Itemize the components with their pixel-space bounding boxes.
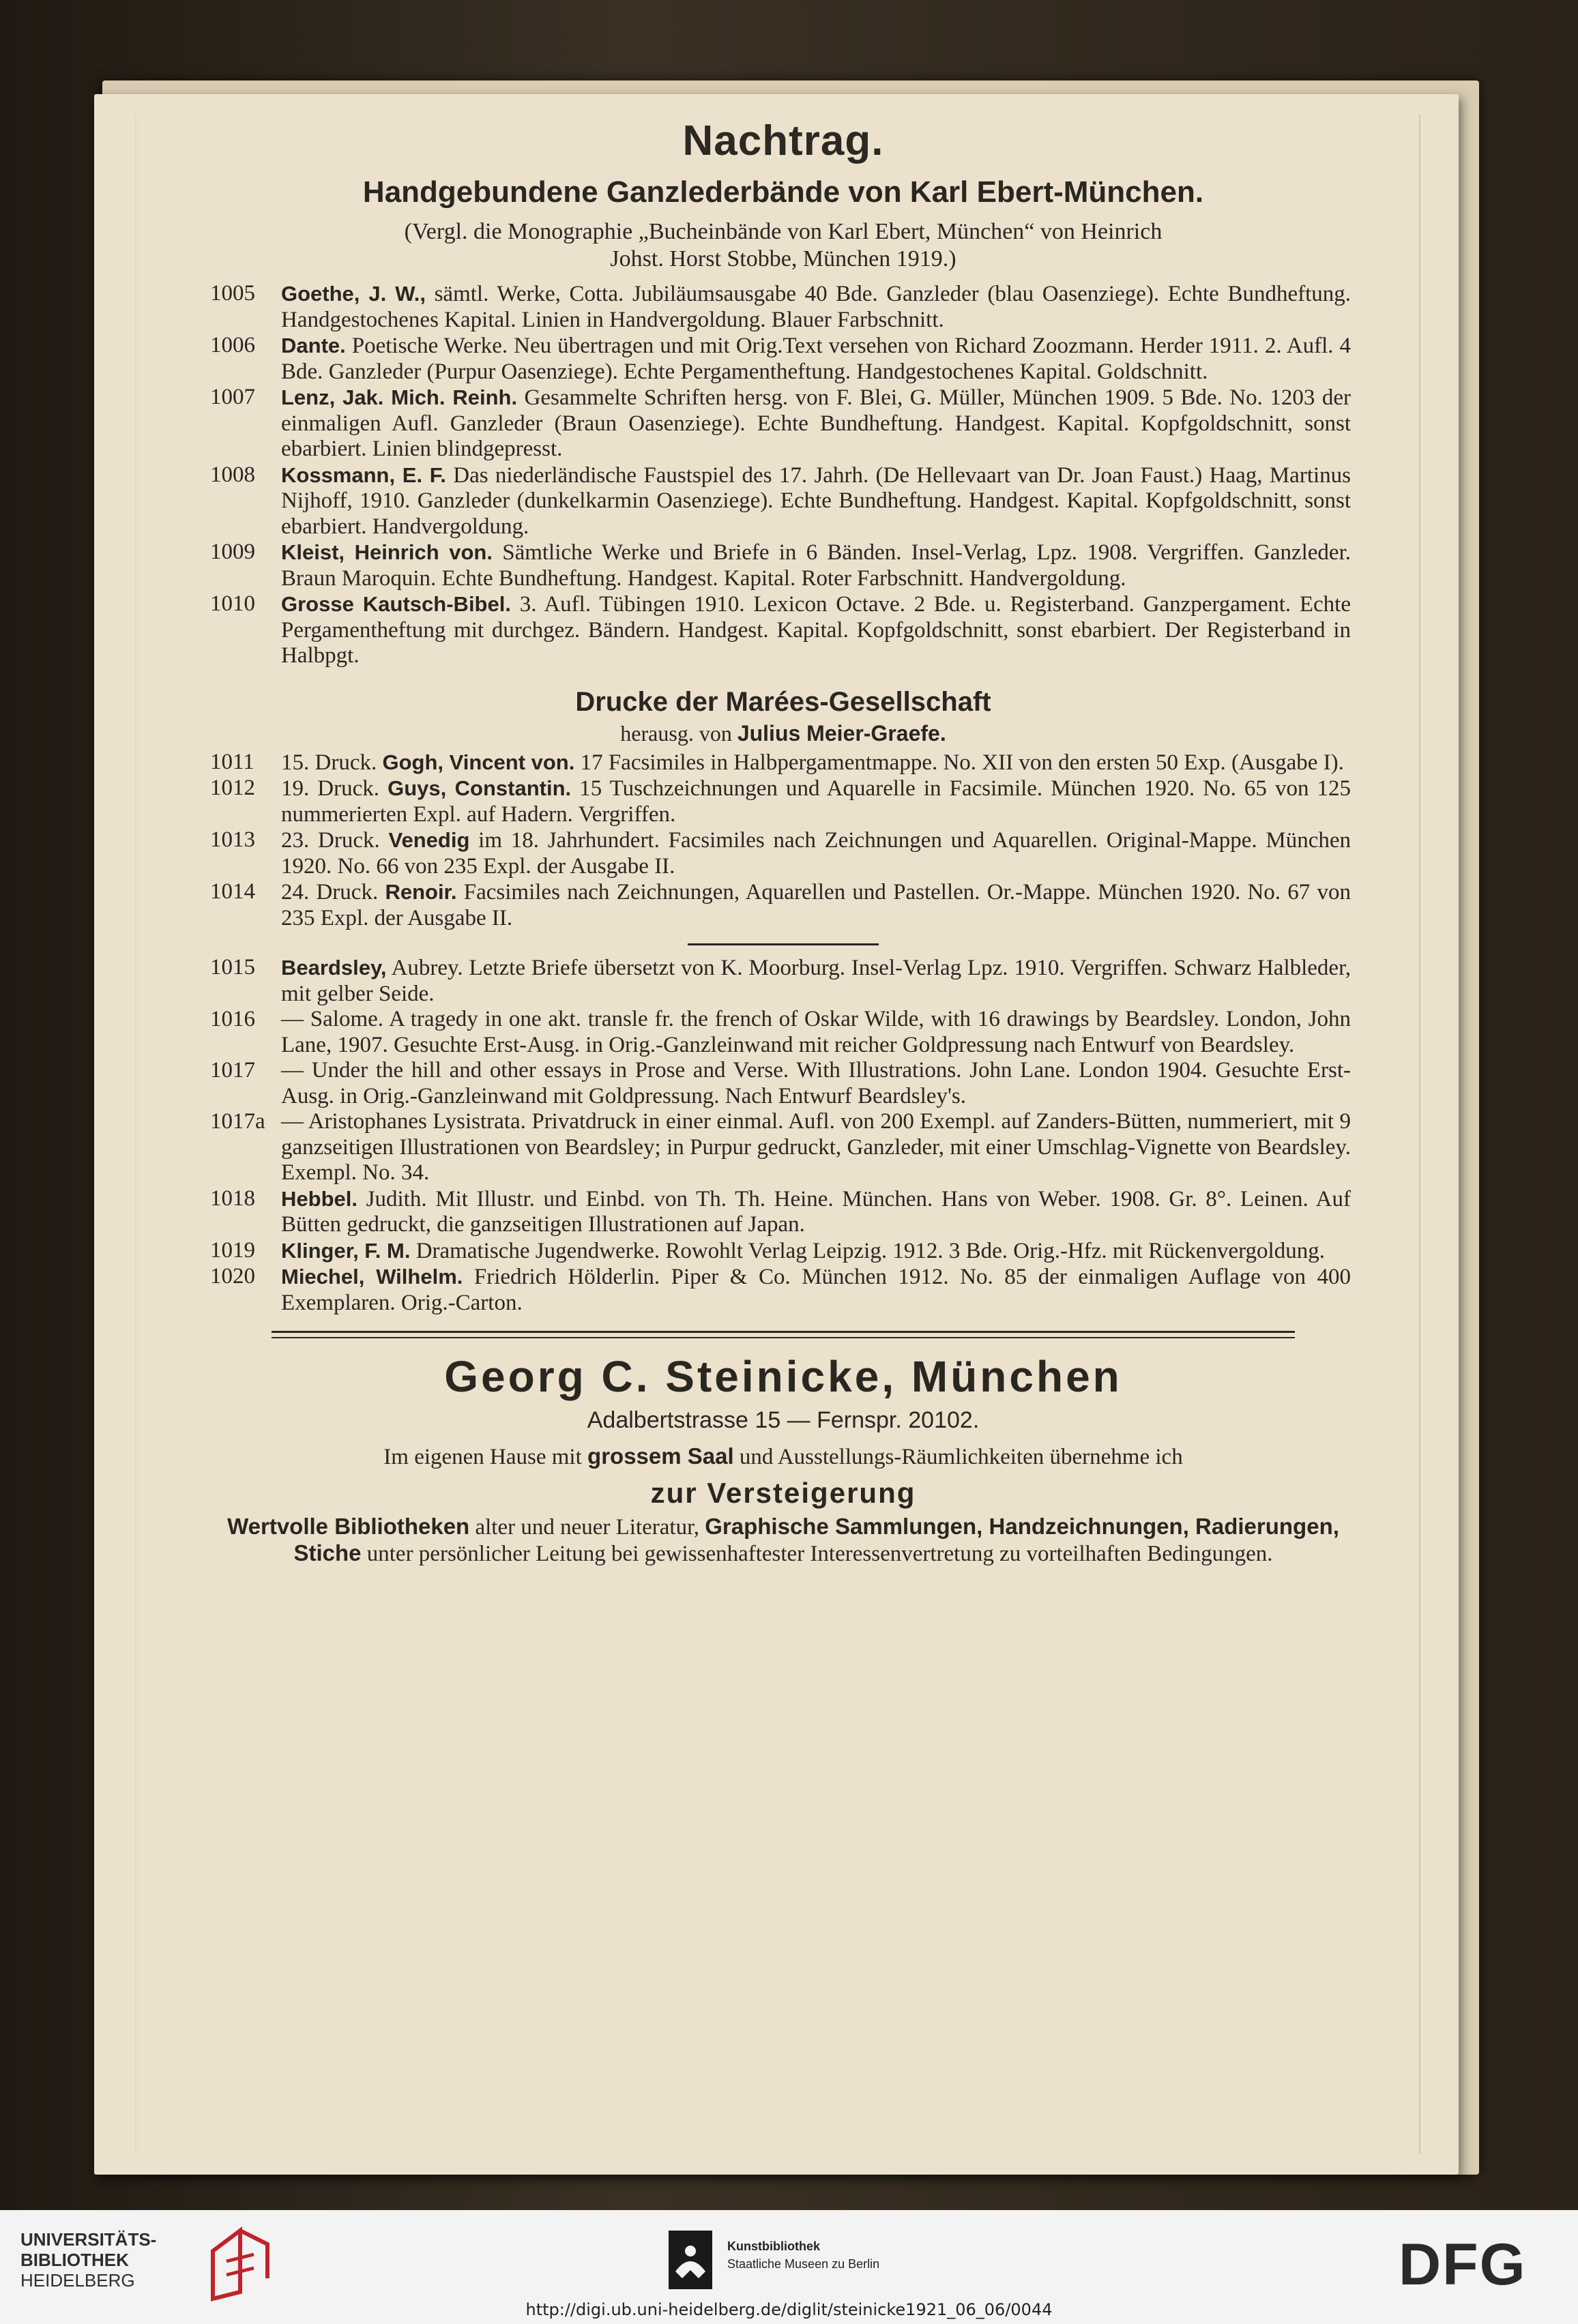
entry-number: 1012 (210, 776, 255, 800)
entry-text: Aubrey. Letzte Briefe übersetzt von K. Moorburg. Insel-Verlag Lpz. 1910. Vergriffen. Schwarz Halbleder, mit gelber Seide. (281, 956, 1351, 1006)
entry-head: Dante. (281, 334, 346, 357)
entry-head: Gogh, Vincent von. (382, 750, 575, 774)
entry-head: Venedig (388, 828, 470, 852)
catalog-entry (210, 1109, 1351, 1186)
ub-heidelberg-logo[interactable] (20, 2224, 280, 2306)
catalog-entry (210, 776, 1351, 827)
intro-line: Johst. Horst Stobbe, München 1919.) (610, 246, 956, 271)
catalog-entry (210, 385, 1351, 462)
advert-bold: Wertvolle Bibliotheken (227, 1514, 470, 1539)
catalog-entry (210, 955, 1351, 1007)
entry-number: 1016 (210, 1007, 255, 1031)
kb-line: Kunstbibliothek (727, 2239, 820, 2253)
advert-bold: Graphische Sammlungen, Handzeichnungen, Radierungen, Stiche (293, 1514, 1339, 1565)
entry-text: Judith. Mit Illustr. und Einbd. von Th. Th. Heine. München. Hans von Weber. 1908. Gr. 8°. Leinen. Auf Bütten gedruckt, die ganzseitigen Illustrationen auf Japan. (281, 1186, 1351, 1237)
advert-divider (272, 1331, 1295, 1338)
intro-note (216, 218, 1351, 273)
catalog-entry (210, 1264, 1351, 1316)
entries-marees (210, 749, 1351, 932)
ub-logo-text (20, 2229, 156, 2291)
entry-text: im 18. Jahrhundert. Facsimiles nach Zeichnungen und Aquarellen. Original-Mappe. München 1920. No. 66 von 235 Expl. der Ausgabe II. (281, 828, 1351, 879)
advert-text: Im eigenen Hause mit (383, 1445, 588, 1469)
auction-heading: zur Versteigerung (650, 1477, 916, 1509)
entry-number: 1011 (210, 749, 254, 774)
intro-line: (Vergl. die Monographie „Bucheinbände von Karl Ebert, München“ von Heinrich (404, 219, 1163, 244)
catalog-entry (210, 1237, 1351, 1265)
entry-number: 1017a (210, 1109, 265, 1134)
catalog-entry (210, 1058, 1351, 1109)
entry-text: — Under the hill and other essays in Prose and Verse. With Illustrations. John Lane. London 1904. Gesuchte Erst-Ausg. in Orig.-Ganzleinwand mit Goldpressung. Nach Entwurf Beardsley's. (281, 1058, 1351, 1108)
entry-text: — Aristophanes Lysistrata. Privatdruck in einer einmal. Aufl. von 200 Exempl. auf Zanders-Bütten, nummeriert, mit 9 ganzseitigen Illustrationen von Beardsley; in Purpur gedruckt, Ganzleder, mit einer Umschlag-Vignette von Beardsley. Exempl. No. 34. (281, 1109, 1351, 1185)
entry-text: 15 Tuschzeichnungen und Aquarelle in Facsimile. München 1920. No. 65 von 125 nummerierten Expl. auf Hadern. Vergriffen. (281, 776, 1351, 827)
firm-address: Adalbertstrasse 15 — Fernspr. 20102. (587, 1407, 980, 1433)
entries-ebert (210, 281, 1351, 669)
entry-text: 17 Facsimiles in Halbpergamentmappe. No. XII von den ersten 50 Exp. (Ausgabe I). (574, 750, 1344, 775)
advert-text: und Ausstellungs-Räumlichkeiten übernehme ich (733, 1445, 1183, 1469)
kunstbibliothek-logo[interactable] (669, 2231, 955, 2292)
advertisement (216, 1351, 1351, 1567)
catalog-entry (210, 827, 1351, 879)
firm-name: Georg C. Steinicke, München (444, 1352, 1122, 1401)
section-divider (688, 943, 879, 945)
ub-line: UNIVERSITÄTS- (20, 2229, 157, 2250)
entry-head: Miechel, Wilhelm. (281, 1265, 463, 1289)
advert-intro (216, 1442, 1351, 1471)
entry-number: 1005 (210, 281, 255, 306)
catalog-entry (210, 1007, 1351, 1058)
dfg-logo[interactable]: DFG (1399, 2232, 1527, 2297)
kunstbibliothek-text (727, 2237, 879, 2273)
catalog-entry (210, 591, 1351, 669)
entry-head: Beardsley, (281, 956, 387, 980)
entry-text: Das niederländische Faustspiel des 17. Jahrh. (De Hellevaart van Dr. Joan Faust.) Haag, Martinus Nijhoff, 1910. Ganzleder (dunkelkarmin Oasenziege). Echte Bundheftung. Handgest. Kapital. Kopfgoldschnitt, sonst ebarbiert. Handvergoldung. (281, 462, 1351, 539)
catalog-entry (210, 281, 1351, 333)
entry-print-no: 15. Druck. (281, 750, 383, 775)
entry-text: Sämtliche Werke und Briefe in 6 Bänden. Insel-Verlag, Lpz. 1908. Vergriffen. Ganzleder. Braun Maroquin. Echte Bundheftung. Handgest. Kapital. Roter Farbschnitt. Handvergoldung. (281, 540, 1351, 591)
ub-line: BIBLIOTHEK (20, 2250, 129, 2270)
entry-text: Poetische Werke. Neu übertragen und mit Orig.Text versehen von Richard Zoozmann. Herder 1911. 2. Aufl. 4 Bde. Ganzleder (Purpur Oasenziege). Echte Pergamentheftung. Handgestochenes Kapital. Goldschnitt. (281, 334, 1351, 384)
entry-print-no: 23. Druck. (281, 828, 389, 853)
catalog-entry (210, 540, 1351, 591)
entry-print-no: 24. Druck. (281, 880, 385, 904)
entry-number: 1019 (210, 1237, 255, 1263)
ub-emblem-icon (199, 2224, 274, 2306)
entry-text: Facsimiles nach Zeichnungen, Aquarellen und Pastellen. Or.-Mappe. München 1920. No. 67 von 235 Expl. der Ausgabe II. (281, 880, 1351, 930)
entry-number: 1008 (210, 462, 255, 487)
section-title-ebert: Handgebundene Ganzlederbände von Karl Ebert-München. (362, 175, 1204, 209)
entry-number: 1013 (210, 827, 255, 852)
kb-line: Staatliche Museen zu Berlin (727, 2257, 880, 2271)
ub-line: HEIDELBERG (20, 2270, 135, 2291)
page-title: Nachtrag. (682, 117, 884, 164)
advert-text: alter und neuer Literatur, (469, 1515, 705, 1540)
advert-body (216, 1514, 1351, 1567)
entry-number: 1015 (210, 955, 255, 980)
digitization-footer (0, 2210, 1578, 2324)
entry-number: 1009 (210, 540, 255, 564)
entry-head: Kleist, Heinrich von. (281, 540, 493, 564)
kunstbibliothek-eagle-icon (669, 2231, 712, 2289)
editor-name: Julius Meier-Graefe. (737, 720, 946, 746)
entry-text: — Salome. A tragedy in one akt. transle fr. the french of Oskar Wilde, with 16 drawings by Beardsley. London, John Lane, 1907. Gesuchte Erst-Ausg. in Orig.-Ganzleinwand mit reicher Goldpressung nach Entwurf von Beardsley. (281, 1007, 1351, 1057)
entries-misc (210, 955, 1351, 1316)
entry-head: Grosse Kautsch-Bibel. (281, 592, 511, 616)
entry-text: sämtl. Werke, Cotta. Jubiläumsausgabe 40 Bde. Ganzleder (blau Oasenziege). Echte Bundheftung. Handgestochenes Kapital. Linien in Handvergoldung. Blauer Farbschnitt. (281, 282, 1351, 332)
entry-text: Gesammelte Schriften hersg. von F. Blei, G. Müller, München 1909. 5 Bde. No. 1203 der einmaligen Aufl. Ganzleder (Braun Oasenziege). Echte Bundheftung. Handgest. Kapital. Kopfgoldschnitt, sonst ebarbiert. Linien blindgepresst. (281, 385, 1351, 461)
entry-number: 1018 (210, 1186, 255, 1211)
catalog-entry (210, 333, 1351, 385)
entry-number: 1007 (210, 385, 255, 409)
entry-number: 1010 (210, 591, 255, 616)
entry-text: Dramatische Jugendwerke. Rowohlt Verlag Leipzig. 1912. 3 Bde. Orig.-Hfz. mit Rückenvergoldung. (410, 1238, 1325, 1263)
editor-prefix: herausg. von (620, 720, 737, 746)
entry-number: 1017 (210, 1058, 255, 1083)
entry-head: Kossmann, E. F. (281, 462, 446, 487)
entry-head: Lenz, Jak. Mich. Reinh. (281, 385, 518, 409)
catalog-entry (210, 1186, 1351, 1238)
advert-text: unter persönlicher Leitung bei gewissenhaftester Interessenvertretung zu vorteilhaften Bedingungen. (361, 1542, 1273, 1566)
catalog-entry (210, 749, 1351, 776)
entry-text: 3. Aufl. Tübingen 1910. Lexicon Octave. 2 Bde. u. Registerband. Ganzpergament. Echte Pergamentheftung mit durchgez. Bändern. Handgest. Kapital. Kopfgoldschnitt, sonst ebarbiert. Der Registerband in Halbpgt. (281, 592, 1351, 668)
entry-head: Guys, Constantin. (388, 776, 572, 800)
entry-number: 1020 (210, 1264, 255, 1289)
section-subtitle (216, 720, 1351, 747)
entry-text: Friedrich Hölderlin. Piper & Co. München 1912. No. 85 der einmaligen Auflage von 400 Exemplaren. Orig.-Carton. (281, 1265, 1351, 1315)
entry-head: Goethe, J. W., (281, 282, 426, 306)
section-title-marees: Drucke der Marées-Gesellschaft (575, 686, 991, 717)
entry-print-no: 19. Druck. (281, 776, 388, 801)
entry-head: Renoir. (385, 880, 457, 904)
page-content (210, 117, 1351, 1567)
catalog-entry (210, 462, 1351, 540)
catalog-entry (210, 879, 1351, 931)
entry-number: 1014 (210, 879, 255, 904)
permalink-url[interactable]: http://digi.ub.uni-heidelberg.de/diglit/steinicke1921_06_06/0044 (525, 2300, 1053, 2319)
entry-head: Hebbel. (281, 1186, 357, 1211)
entry-head: Klinger, F. M. (281, 1238, 411, 1263)
advert-bold: grossem Saal (587, 1443, 734, 1469)
entry-number: 1006 (210, 333, 255, 357)
